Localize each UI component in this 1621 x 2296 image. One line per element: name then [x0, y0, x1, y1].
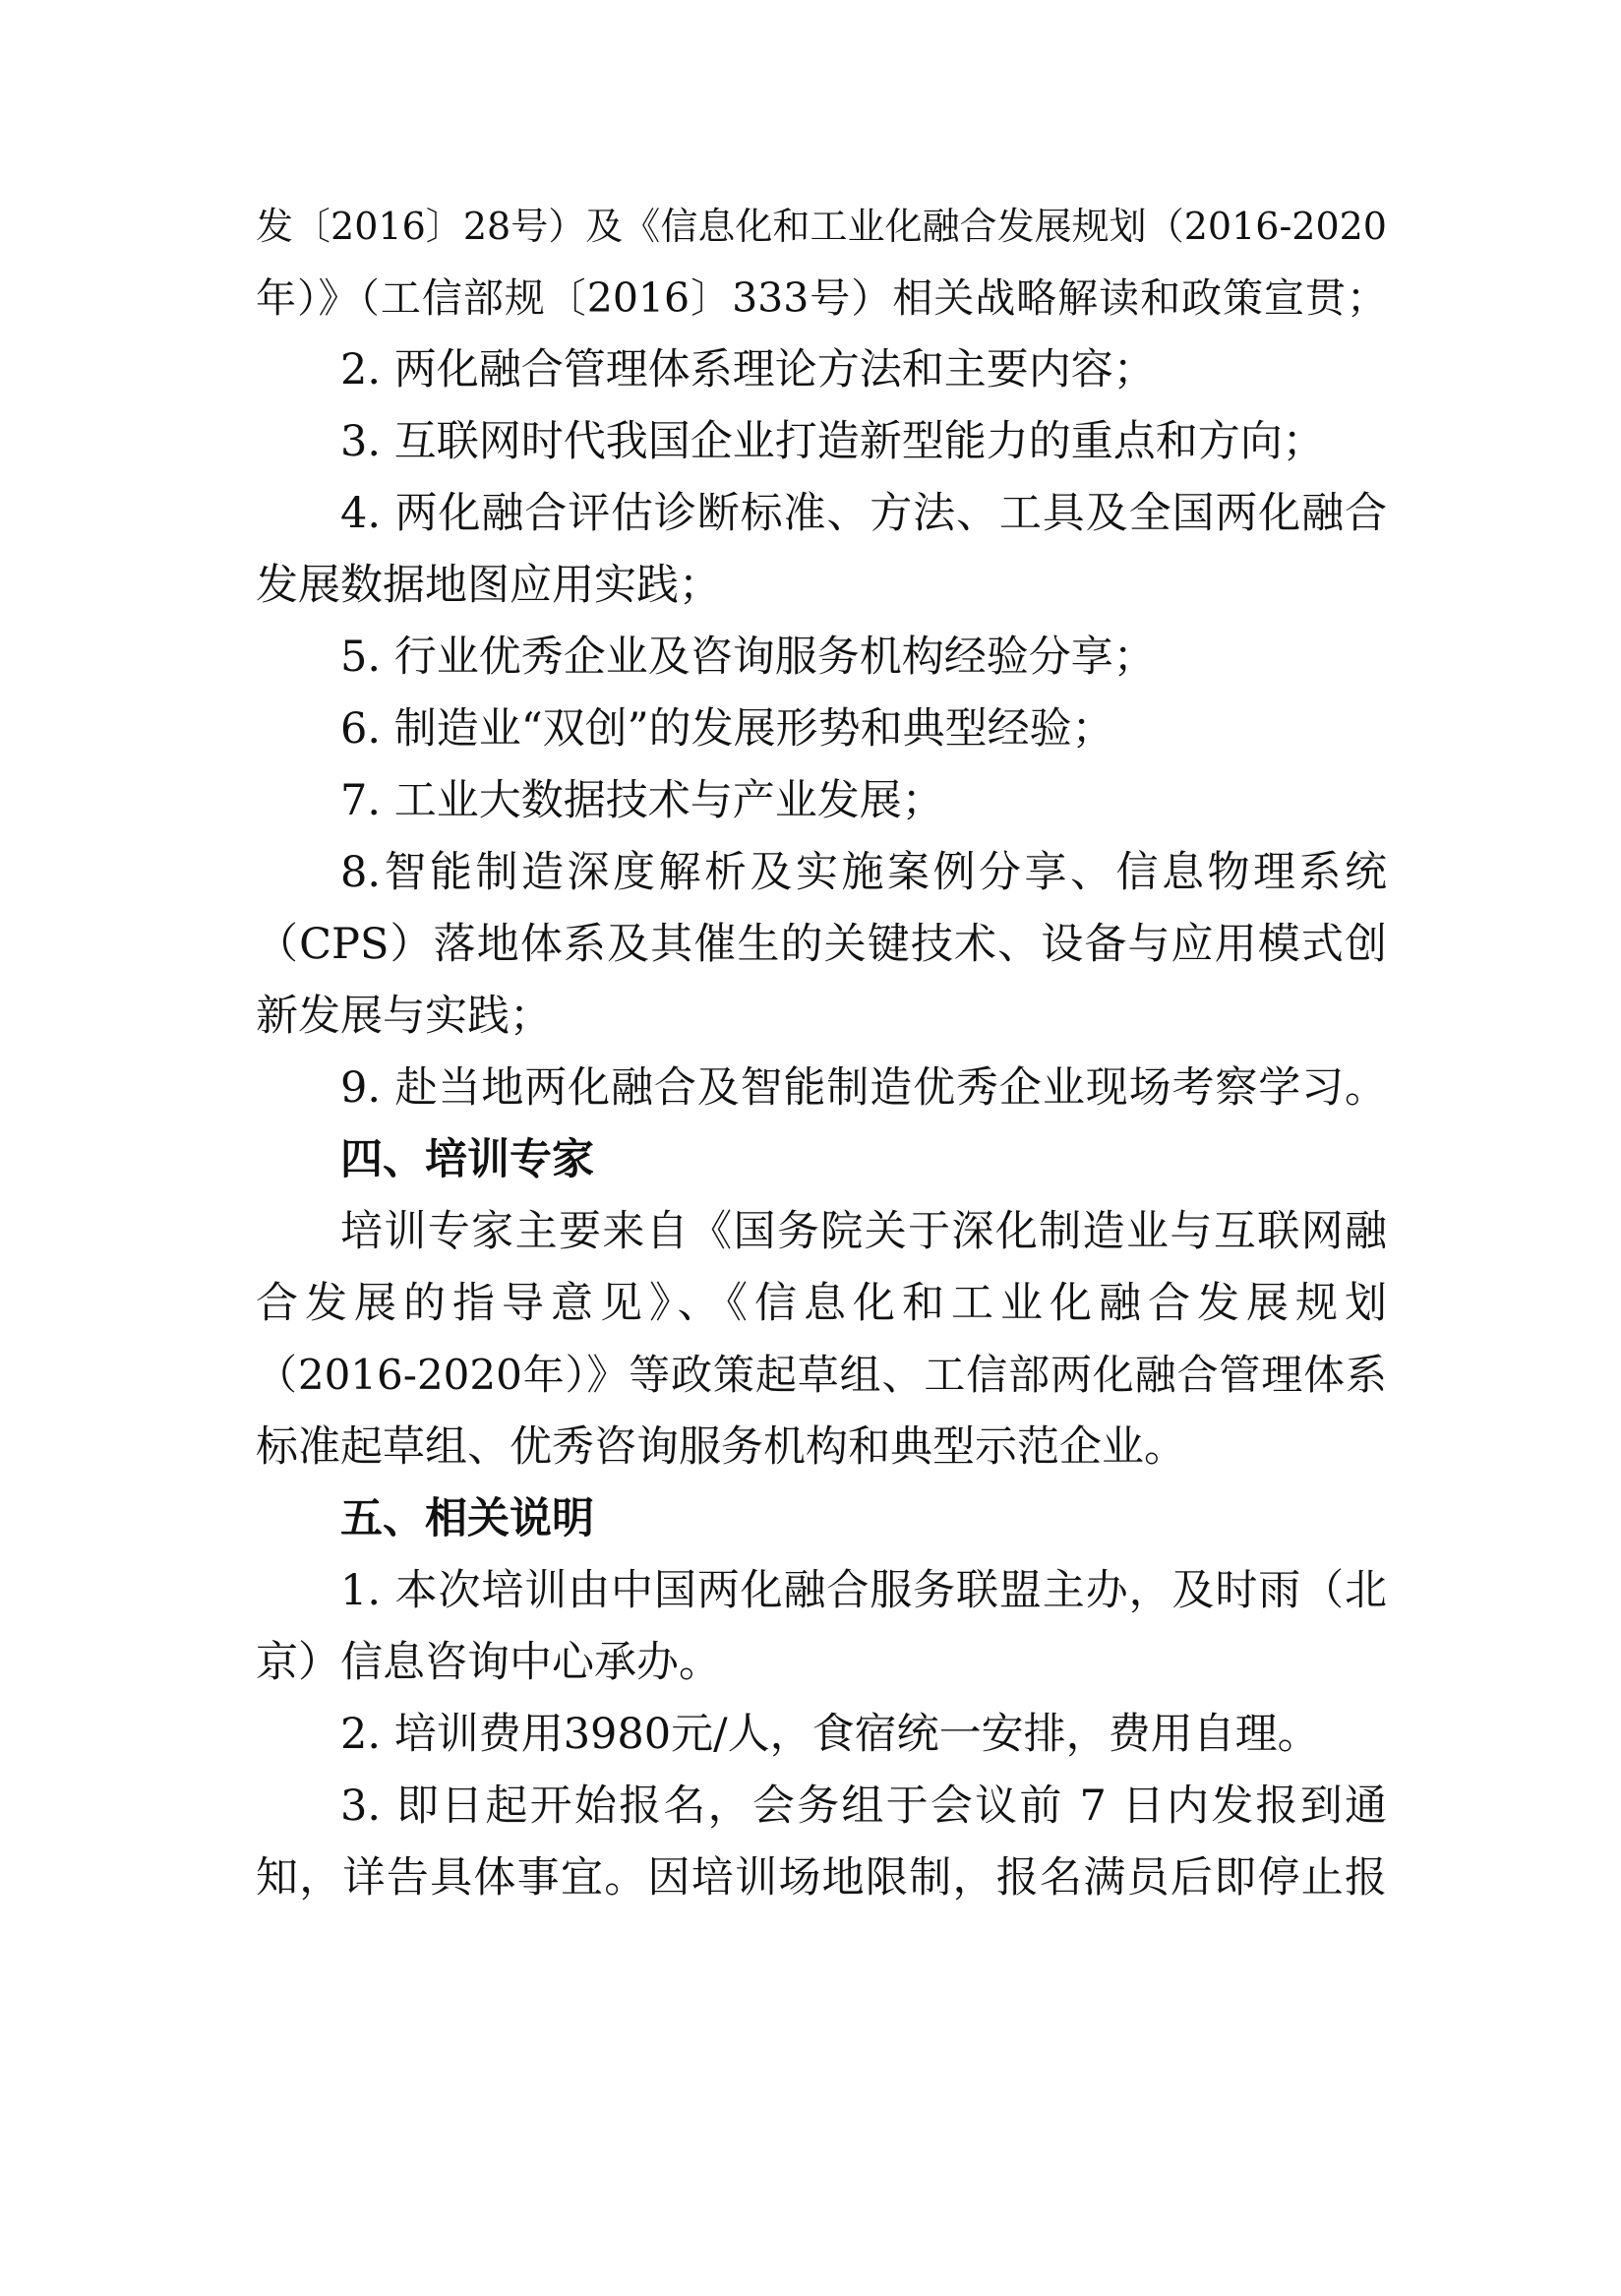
list-item: 1. 本次培训由中国两化融合服务联盟主办，及时雨（北	[340, 1566, 1387, 1615]
text-line: 京）信息咨询中心承办。	[256, 1638, 721, 1687]
list-item: 2. 培训费用3980元/人，食宿统一安排，费用自理。	[340, 1710, 1320, 1759]
text-line: 新发展与实践；	[256, 992, 552, 1041]
list-item: 3. 即日起开始报名，会务组于会议前 7 日内发报到通	[340, 1782, 1387, 1831]
list-item: 6. 制造业“双创”的发展形势和典型经验；	[340, 704, 1114, 754]
section-heading: 四、培训专家	[340, 1135, 594, 1184]
section-heading: 五、相关说明	[340, 1494, 594, 1543]
list-item: 3. 互联网时代我国企业打造新型能力的重点和方向；	[340, 417, 1325, 466]
list-item: 2. 两化融合管理体系理论方法和主要内容；	[340, 345, 1156, 394]
list-item: 9. 赴当地两化融合及智能制造优秀企业现场考察学习。	[340, 1063, 1387, 1113]
text-line: 知，详告具体事宜。因培训场地限制，报名满员后即停止报	[256, 1853, 1387, 1903]
text-line: 合发展的指导意见》、《信息化和工业化融合发展规划	[256, 1279, 1387, 1328]
list-item: 5. 行业优秀企业及咨询服务机构经验分享；	[340, 633, 1156, 682]
list-item: 7. 工业大数据技术与产业发展；	[340, 776, 944, 825]
text-line: 标准起草组、优秀咨询服务机构和典型示范企业。	[256, 1422, 1186, 1472]
text-line: 发〔2016〕28号）及《信息化和工业化融合发展规划（2016-2020	[256, 205, 1387, 248]
text-line: 年）》（工信部规〔2016〕333号）相关战略解读和政策宣贯；	[256, 274, 1387, 322]
list-item: 8.智能制造深度解析及实施案例分享、信息物理系统	[340, 848, 1387, 897]
text-line: 培训专家主要来自《国务院关于深化制造业与互联网融	[340, 1207, 1387, 1256]
text-line: （CPS）落地体系及其催生的关键技术、设备与应用模式创	[256, 920, 1387, 969]
list-item: 4. 两化融合评估诊断标准、方法、工具及全国两化融合	[340, 489, 1387, 538]
text-line: （2016-2020年）》等政策起草组、工信部两化融合管理体系	[256, 1351, 1387, 1399]
text-line: 发展数据地图应用实践；	[256, 561, 721, 610]
